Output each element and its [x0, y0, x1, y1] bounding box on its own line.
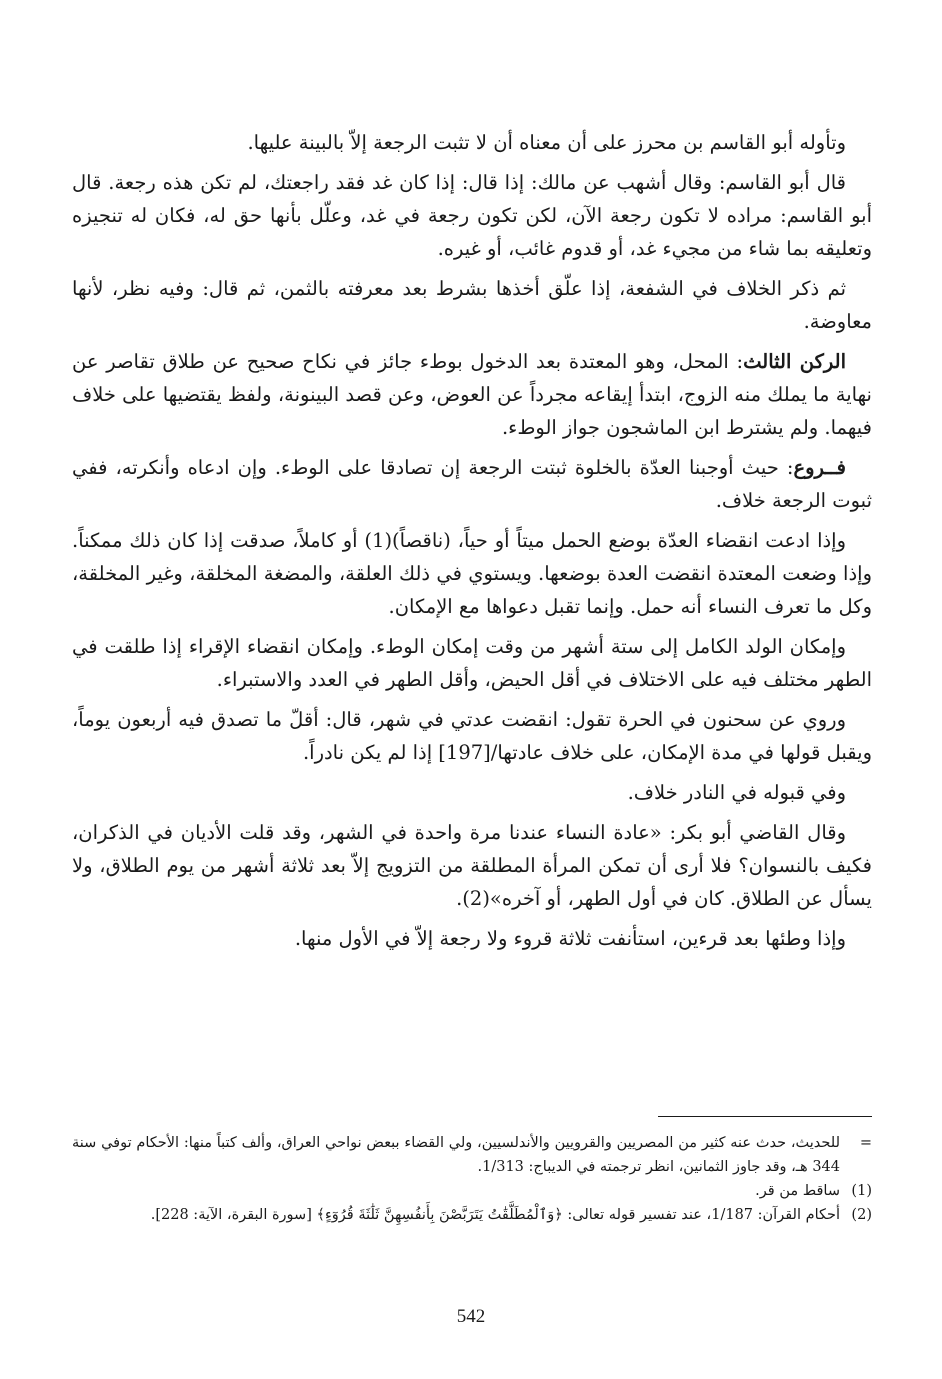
paragraph-11-text: وإذا وطئها بعد قرءين، استأنفت ثلاثة قروء ولا رجعة إلاّ في الأول منها.: [294, 927, 846, 950]
paragraph-11: [72, 922, 872, 955]
paragraph-6: [72, 524, 872, 623]
section-heading-third-pillar: الركن الثالث: [743, 350, 846, 373]
footnote-2: [72, 1203, 872, 1227]
paragraph-7: [72, 630, 872, 696]
paragraph-3-text: ثم ذكر الخلاف في الشفعة، إذا علّق أخذها بشرط بعد معرفته بالثمن، ثم قال: وفيه نظر، لأنها معاوضة.: [72, 277, 872, 333]
paragraph-4-text: : المحل، وهو المعتدة بعد الدخول بوطء جائز في نكاح صحيح عن طلاق تقاصر عن نهاية ما يملك منه الزوج، ابتدأ إيقاعه مجرداً عن العوض، وعن قصد البينونة، ولفظ يقتضيها على خلاف فيهما. ولم يشترط ابن الماشجون جواز الوطء.: [72, 350, 872, 439]
paragraph-10-text: وقال القاضي أبو بكر: «عادة النساء عندنا مرة واحدة في الشهر، وقد قلت الأديان في الذكران، فكيف بالنسوان؟ فلا أرى أن تمكن المرأة المطلقة من التزويج إلاّ بعد ثلاثة أشهر من يوم الطلاق، ولا يسأل عن الطلاق. كان في أول الطهر، أو آخره»(2).: [72, 821, 872, 910]
paragraph-2-text: قال أبو القاسم: وقال أشهب عن مالك: إذا قال: إذا كان غد فقد راجعتك، لم تكن هذه رجعة. قال أبو القاسم: مراده لا تكون رجعة الآن، لكن تكون رجعة في غد، وعلّل بأنها حق له، فكان له تنجيزه وتعليقه بما شاء من مجيء غد، أو قدوم غائب، أو غيره.: [72, 171, 872, 260]
paragraph-7-text: وإمكان الولد الكامل إلى ستة أشهر من وقت إمكان الوطء. وإمكان انقضاء الإقراء إذا طلقت في الطهر مختلف فيه على الاختلاف في أقل الحيض، وأقل الطهر في العدد والاستبراء.: [72, 635, 872, 691]
footnote-text: ساقط من قر.: [755, 1183, 840, 1199]
page-body: [72, 126, 872, 962]
footnote-text: للحديث، حدث عنه كثير من المصريين والقرويين والأندلسيين، ولي القضاء ببعض نواحي العراق، وألف كتباً منها: الأحكام توفي سنة 344 هـ، وقد جاوز الثمانين، انظر ترجمته في الديباج: 1/313.: [72, 1135, 840, 1175]
paragraph-1-text: وتأوله أبو القاسم بن محرز على أن معناه أن لا تثبت الرجعة إلاّ بالبينة عليها.: [247, 131, 846, 154]
paragraph-8-text: وروي عن سحنون في الحرة تقول: انقضت عدتي في شهر، قال: أقلّ ما تصدق فيه أربعون يوماً، ويقبل قولها في مدة الإمكان، على خلاف عادتها/[197] إذا لم يكن نادراً.: [72, 708, 872, 764]
paragraph-10: [72, 816, 872, 915]
footnote-continued: [72, 1131, 872, 1179]
paragraph-2: [72, 166, 872, 265]
paragraph-5-text: : حيث أوجبنا العدّة بالخلوة ثبتت الرجعة إن تصادقا على الوطء. وإن ادعاه وأنكرته، ففي ثبوت الرجعة خلاف.: [72, 456, 872, 512]
footnote-1: [72, 1179, 872, 1203]
footnote-mark: (1): [851, 1183, 872, 1199]
paragraph-9: [72, 776, 872, 809]
paragraph-1: [72, 126, 872, 159]
footnote-mark: (2): [851, 1207, 872, 1223]
footnote-mark: =: [859, 1135, 872, 1151]
paragraph-8: [72, 703, 872, 769]
footnote-divider: [658, 1116, 872, 1117]
paragraph-5: [72, 451, 872, 517]
footnote-text: أحكام القرآن: 1/187، عند تفسير قوله تعالى: ﴿وَٱلْمُطَلَّقَٰتُ يَتَرَبَّصْنَ بِأَنفُسِهِنَّ ثَلَٰثَةَ قُرُوٓءٍ﴾ [سورة البقرة، الآية: 228].: [150, 1207, 840, 1223]
paragraph-3: [72, 272, 872, 338]
paragraph-6-text: وإذا ادعت انقضاء العدّة بوضع الحمل ميتاً أو حياً، (ناقصاً)(1) أو كاملاً، صدقت إذا كان ذلك ممكناً. وإذا وضعت المعتدة انقضت العدة بوضعها. ويستوي في ذلك العلقة، والمضغة المخلقة، وغير المخلقة، وكل ما تعرف النساء أنه حمل. وإنما تقبل دعواها مع الإمكان.: [72, 529, 872, 618]
page-number: 542: [456, 1306, 486, 1327]
paragraph-9-text: وفي قبوله في النادر خلاف.: [627, 781, 846, 804]
section-heading-branches: فــروع: [793, 456, 846, 479]
footnotes: [72, 1131, 872, 1227]
paragraph-4: [72, 345, 872, 444]
